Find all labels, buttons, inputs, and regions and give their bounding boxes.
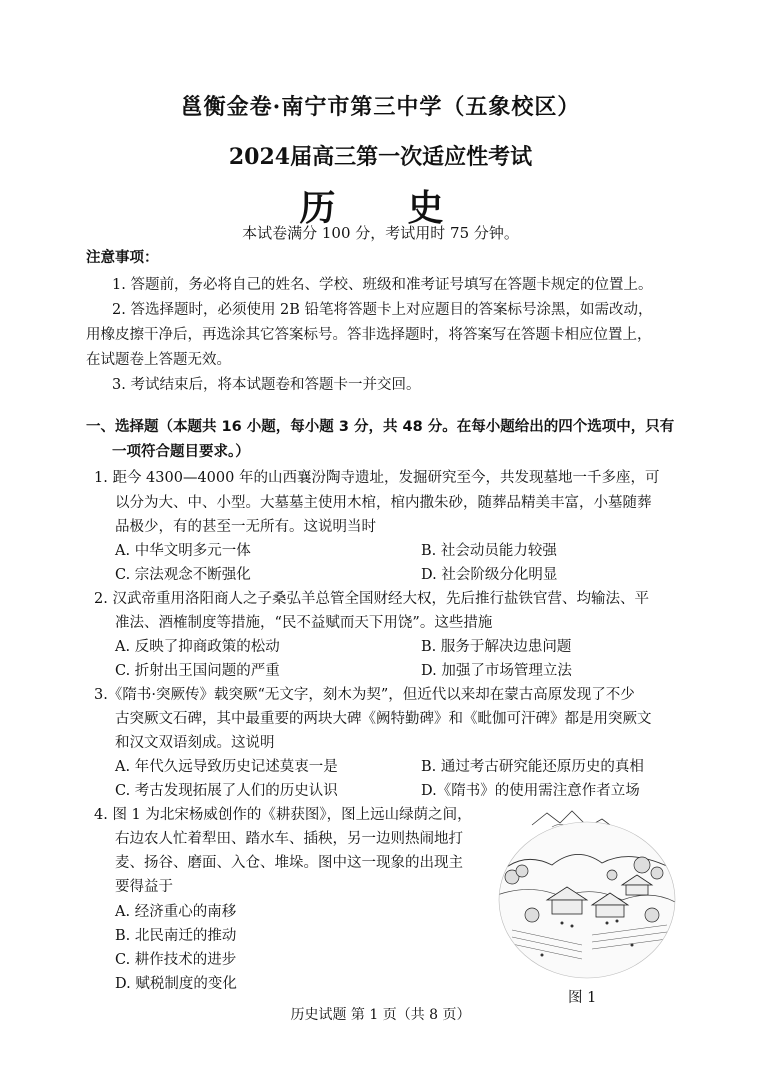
q1-stem: 以分为大、中、小型。大墓墓主使用木棺，棺内撒朱砂，随葬品精美丰富，小墓随葬 (115, 495, 652, 511)
q2-stem: 2. 汉武帝重用洛阳商人之子桑弘羊总管全国财经大权，先后推行盐铁官营、均输法、平 (94, 591, 649, 607)
q3-stem: 3.《隋书·突厥传》载突厥“无文字，刻木为契”，但近代以来却在蒙古高原发现了不少 (94, 687, 635, 703)
note-line: 2. 答选择题时，必须使用 2B 铅笔将答题卡上对应题目的答案标号涂黑，如需改动， (112, 302, 653, 318)
q4-option-b: B. 北民南迁的推动 (115, 928, 237, 944)
q2-stem: 准法、酒榷制度等措施，“民不益赋而天下用饶”。这些措施 (115, 615, 493, 631)
q2-option-d: D. 加强了市场管理立法 (421, 663, 572, 679)
note-line: 1. 答题前，务必将自己的姓名、学校、班级和准考证号填写在答题卡规定的位置上。 (112, 277, 653, 293)
subject-title: 历 史 (299, 187, 462, 229)
figure-1-painting (492, 805, 682, 980)
note-line: 3. 考试结束后，将本试题卷和答题卡一并交回。 (112, 377, 421, 393)
q1-option-d: D. 社会阶级分化明显 (421, 567, 558, 583)
q1-option-b: B. 社会动员能力较强 (421, 543, 557, 559)
note-line: 在试题卷上答题无效。 (86, 352, 231, 368)
q3-stem: 和汉文双语刻成。这说明 (115, 735, 275, 751)
q4-stem: 麦、扬谷、磨面、入仓、堆垛。图中这一现象的出现主 (115, 855, 463, 871)
school-title: 邕衡金卷·南宁市第三中学（五象校区） (180, 94, 581, 120)
notes-title: 注意事项： (86, 250, 159, 266)
q4-option-c: C. 耕作技术的进步 (115, 952, 237, 968)
figure-1-caption: 图 1 (568, 990, 597, 1006)
section-heading-cont: 一项符合题目要求。） (112, 444, 250, 460)
exam-title: 2024届高三第一次适应性考试 (228, 144, 533, 170)
q1-option-a: A. 中华文明多元一体 (115, 543, 251, 559)
q3-stem: 古突厥文石碑，其中最重要的两块大碑《阙特勤碑》和《毗伽可汗碑》都是用突厥文 (115, 711, 652, 727)
q2-option-a: A. 反映了抑商政策的松动 (115, 639, 280, 655)
q3-option-a: A. 年代久远导致历史记述莫衷一是 (115, 759, 338, 775)
q2-option-b: B. 服务于解决边患问题 (421, 639, 572, 655)
section-heading: 一、选择题（本题共 16 小题，每小题 3 分，共 48 分。在每小题给出的四个选项中，只有 (86, 419, 675, 435)
q4-option-d: D. 赋税制度的变化 (115, 976, 237, 992)
q4-stem: 右边农人忙着犁田、踏水车、插秧，另一边则热闹地打 (115, 831, 463, 847)
q2-option-c: C. 折射出王国问题的严重 (115, 663, 280, 679)
note-line: 用橡皮擦干净后，再选涂其它答案标号。答非选择题时，将答案写在答题卡相应位置上， (86, 327, 652, 343)
q1-stem: 品极少，有的甚至一无所有。这说明当时 (115, 519, 376, 535)
q1-stem: 1. 距今 4300—4000 年的山西襄汾陶寺遗址，发掘研究至今，共发现墓地一千多座，可 (94, 470, 660, 486)
q4-option-a: A. 经济重心的南移 (115, 904, 237, 920)
q4-stem: 要得益于 (115, 879, 173, 895)
q3-option-b: B. 通过考古研究能还原历史的真相 (421, 759, 644, 775)
q3-option-c: C. 考古发现拓展了人们的历史认识 (115, 783, 338, 799)
page-footer: 历史试题 第 1 页（共 8 页） (290, 1007, 471, 1023)
q1-option-c: C. 宗法观念不断强化 (115, 567, 251, 583)
exam-info: 本试卷满分 100 分，考试用时 75 分钟。 (242, 224, 519, 242)
q3-option-d: D.《隋书》的使用需注意作者立场 (421, 783, 640, 799)
q4-stem: 4. 图 1 为北宋杨威创作的《耕获图》，图上远山绿荫之间， (94, 807, 472, 823)
